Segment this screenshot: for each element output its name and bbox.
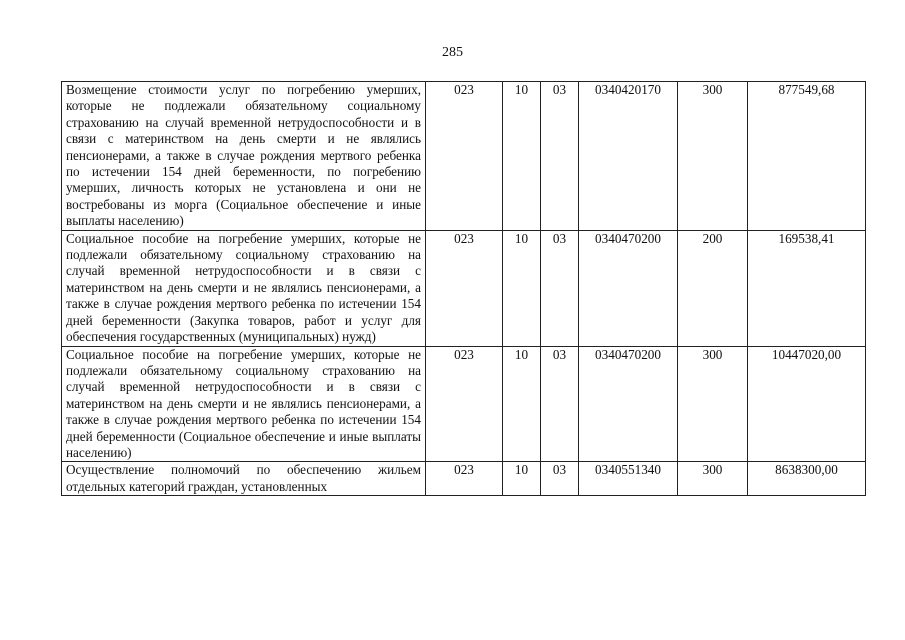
subsection-code: 03 [541, 230, 579, 346]
table-row [62, 346, 866, 462]
subsection-code: 03 [541, 346, 579, 462]
ministry-code: 023 [426, 462, 503, 496]
expense-type-code: 300 [678, 82, 748, 231]
row-description: Социальное пособие на погребение умерших, которые не подлежали обязательному социальному страхованию на случай временной нетрудоспособности и в связи с материнством на день смерти и не являлись пенсионерами, а также в случае рождения мертвого ребенка по истечении 154 дней беременности (Социальное обеспечение и иные выплаты населению) [62, 346, 426, 462]
target-article-code: 0340470200 [579, 346, 678, 462]
amount-value: 169538,41 [748, 230, 866, 346]
expense-type-code: 200 [678, 230, 748, 346]
row-description: Возмещение стоимости услуг по погребению умерших, которые не подлежали обязательному социальному страхованию на случай временной нетрудоспособности и в связи с материнством на день смерти и не являлись пенсионерами, а также в случае рождения мертвого ребенка по истечении 154 дней беременности, по погребению умерших, личность которых не установлена и они не востребованы из морга (Социальное обеспечение и иные выплаты населению) [62, 82, 426, 231]
section-code: 10 [503, 230, 541, 346]
ministry-code: 023 [426, 82, 503, 231]
expense-type-code: 300 [678, 346, 748, 462]
amount-value: 10447020,00 [748, 346, 866, 462]
table-row [62, 462, 866, 496]
subsection-code: 03 [541, 462, 579, 496]
budget-table [61, 81, 866, 496]
target-article-code: 0340551340 [579, 462, 678, 496]
table-row [62, 82, 866, 231]
amount-value: 8638300,00 [748, 462, 866, 496]
section-code: 10 [503, 82, 541, 231]
expense-type-code: 300 [678, 462, 748, 496]
amount-value: 877549,68 [748, 82, 866, 231]
target-article-code: 0340420170 [579, 82, 678, 231]
section-code: 10 [503, 462, 541, 496]
target-article-code: 0340470200 [579, 230, 678, 346]
ministry-code: 023 [426, 346, 503, 462]
row-description: Социальное пособие на погребение умерших, которые не подлежали обязательному социальному страхованию на случай временной нетрудоспособности и в связи с материнством на день смерти и не являлись пенсионерами, а также в случае рождения мертвого ребенка по истечении 154 дней беременности (Закупка товаров, работ и услуг для обеспечения государственных (муниципальных) нужд) [62, 230, 426, 346]
table-row [62, 230, 866, 346]
subsection-code: 03 [541, 82, 579, 231]
page-number: 285 [442, 45, 463, 60]
ministry-code: 023 [426, 230, 503, 346]
section-code: 10 [503, 346, 541, 462]
row-description: Осуществление полномочий по обеспечению жильем отдельных категорий граждан, установленных [62, 462, 426, 496]
